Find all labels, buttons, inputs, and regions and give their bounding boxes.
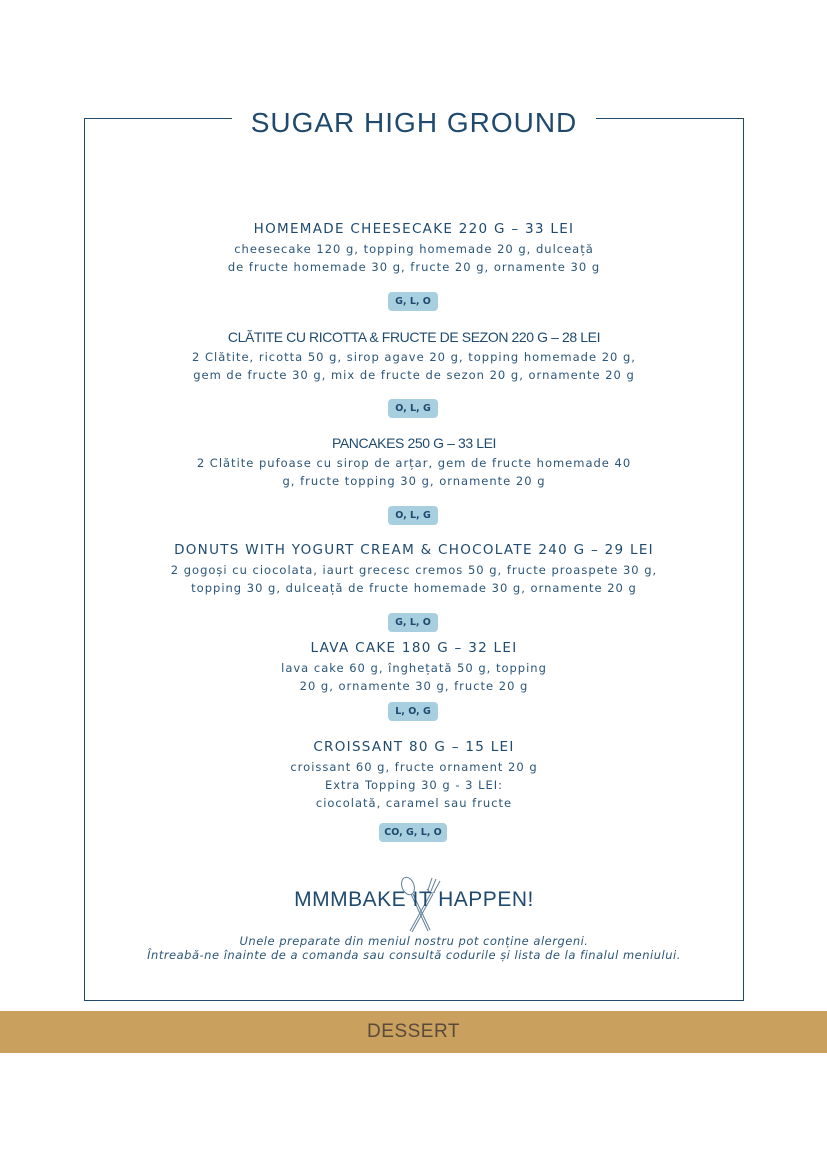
item-desc-line: 2 Clătite, ricotta 50 g, sirop agave 20 g, topping homemade 20 g, — [192, 350, 636, 364]
item-description — [84, 454, 744, 490]
note-line: Întreabă-ne înainte de a comanda sau consultă codurile și lista de la finalul meniului. — [147, 948, 681, 962]
note-line: Unele preparate din meniul nostru pot conține alergeni. — [239, 934, 589, 948]
header — [232, 100, 596, 146]
item-desc-line: gem de fructe 30 g, mix de fructe de sezon 20 g, ornamente 20 g — [193, 368, 635, 382]
allergen-badge: L, O, G — [388, 702, 438, 721]
allergen-badge: O, L, G — [388, 506, 438, 525]
allergen-badge: O, L, G — [388, 399, 438, 418]
item-desc-line: ciocolată, caramel sau fructe — [315, 796, 513, 810]
footer-bar — [0, 1011, 827, 1053]
menu-item-croissant — [84, 738, 744, 812]
menu-item-clatite-ricotta — [84, 328, 744, 384]
item-name: HOMEMADE CHEESECAKE 220 G – 33 LEI — [253, 221, 575, 237]
page-title: SUGAR HIGH GROUND — [250, 107, 578, 138]
menu-item-cheesecake — [84, 220, 744, 276]
item-desc-line: croissant 60 g, fructe ornament 20 g — [290, 760, 538, 774]
item-description — [84, 348, 744, 384]
allergen-note — [84, 934, 744, 962]
menu-item-lava-cake — [84, 639, 744, 695]
item-desc-line: lava cake 60 g, înghețată 50 g, topping — [281, 661, 547, 675]
item-name: LAVA CAKE 180 G – 32 LEI — [310, 640, 518, 656]
allergen-badge: G, L, O — [388, 613, 438, 632]
item-name: DONUTS WITH YOGURT CREAM & CHOCOLATE 240 G – 29 LEI — [174, 542, 654, 558]
item-desc-line: g, fructe topping 30 g, ornamente 20 g — [282, 474, 546, 488]
item-desc-line: de fructe homemade 30 g, fructe 20 g, ornamente 30 g — [227, 260, 601, 274]
item-description — [84, 758, 744, 812]
item-desc-line: 2 Clătite pufoase cu sirop de arțar, gem de fructe homemade 40 — [196, 456, 632, 470]
menu-item-pancakes — [84, 434, 744, 490]
item-description — [84, 561, 744, 597]
section-label: DESSERT — [367, 1021, 460, 1042]
item-desc-line: 20 g, ornamente 30 g, fructe 20 g — [299, 679, 529, 693]
item-desc-line: cheesecake 120 g, topping homemade 20 g, dulceață — [234, 242, 594, 256]
item-desc-line: Extra Topping 30 g - 3 LEI: — [324, 778, 504, 792]
item-name: CLĂTITE CU RICOTTA & FRUCTE DE SEZON 220 G – 28 LEI — [227, 329, 601, 345]
item-name: CROISSANT 80 G – 15 LEI — [313, 739, 515, 755]
item-name: PANCAKES 250 G – 33 LEI — [331, 435, 497, 451]
slogan: MMMBAKE IT HAPPEN! — [294, 888, 534, 911]
item-desc-line: topping 30 g, dulceață de fructe homemade 30 g, ornamente 20 g — [191, 581, 637, 595]
item-desc-line: 2 gogoși cu ciocolata, iaurt grecesc cremos 50 g, fructe proaspete 30 g, — [170, 563, 658, 577]
allergen-badge: CO, G, L, O — [379, 823, 447, 842]
item-description — [84, 659, 744, 695]
allergen-badge: G, L, O — [388, 292, 438, 311]
menu-item-donuts — [84, 541, 744, 597]
item-description — [84, 240, 744, 276]
